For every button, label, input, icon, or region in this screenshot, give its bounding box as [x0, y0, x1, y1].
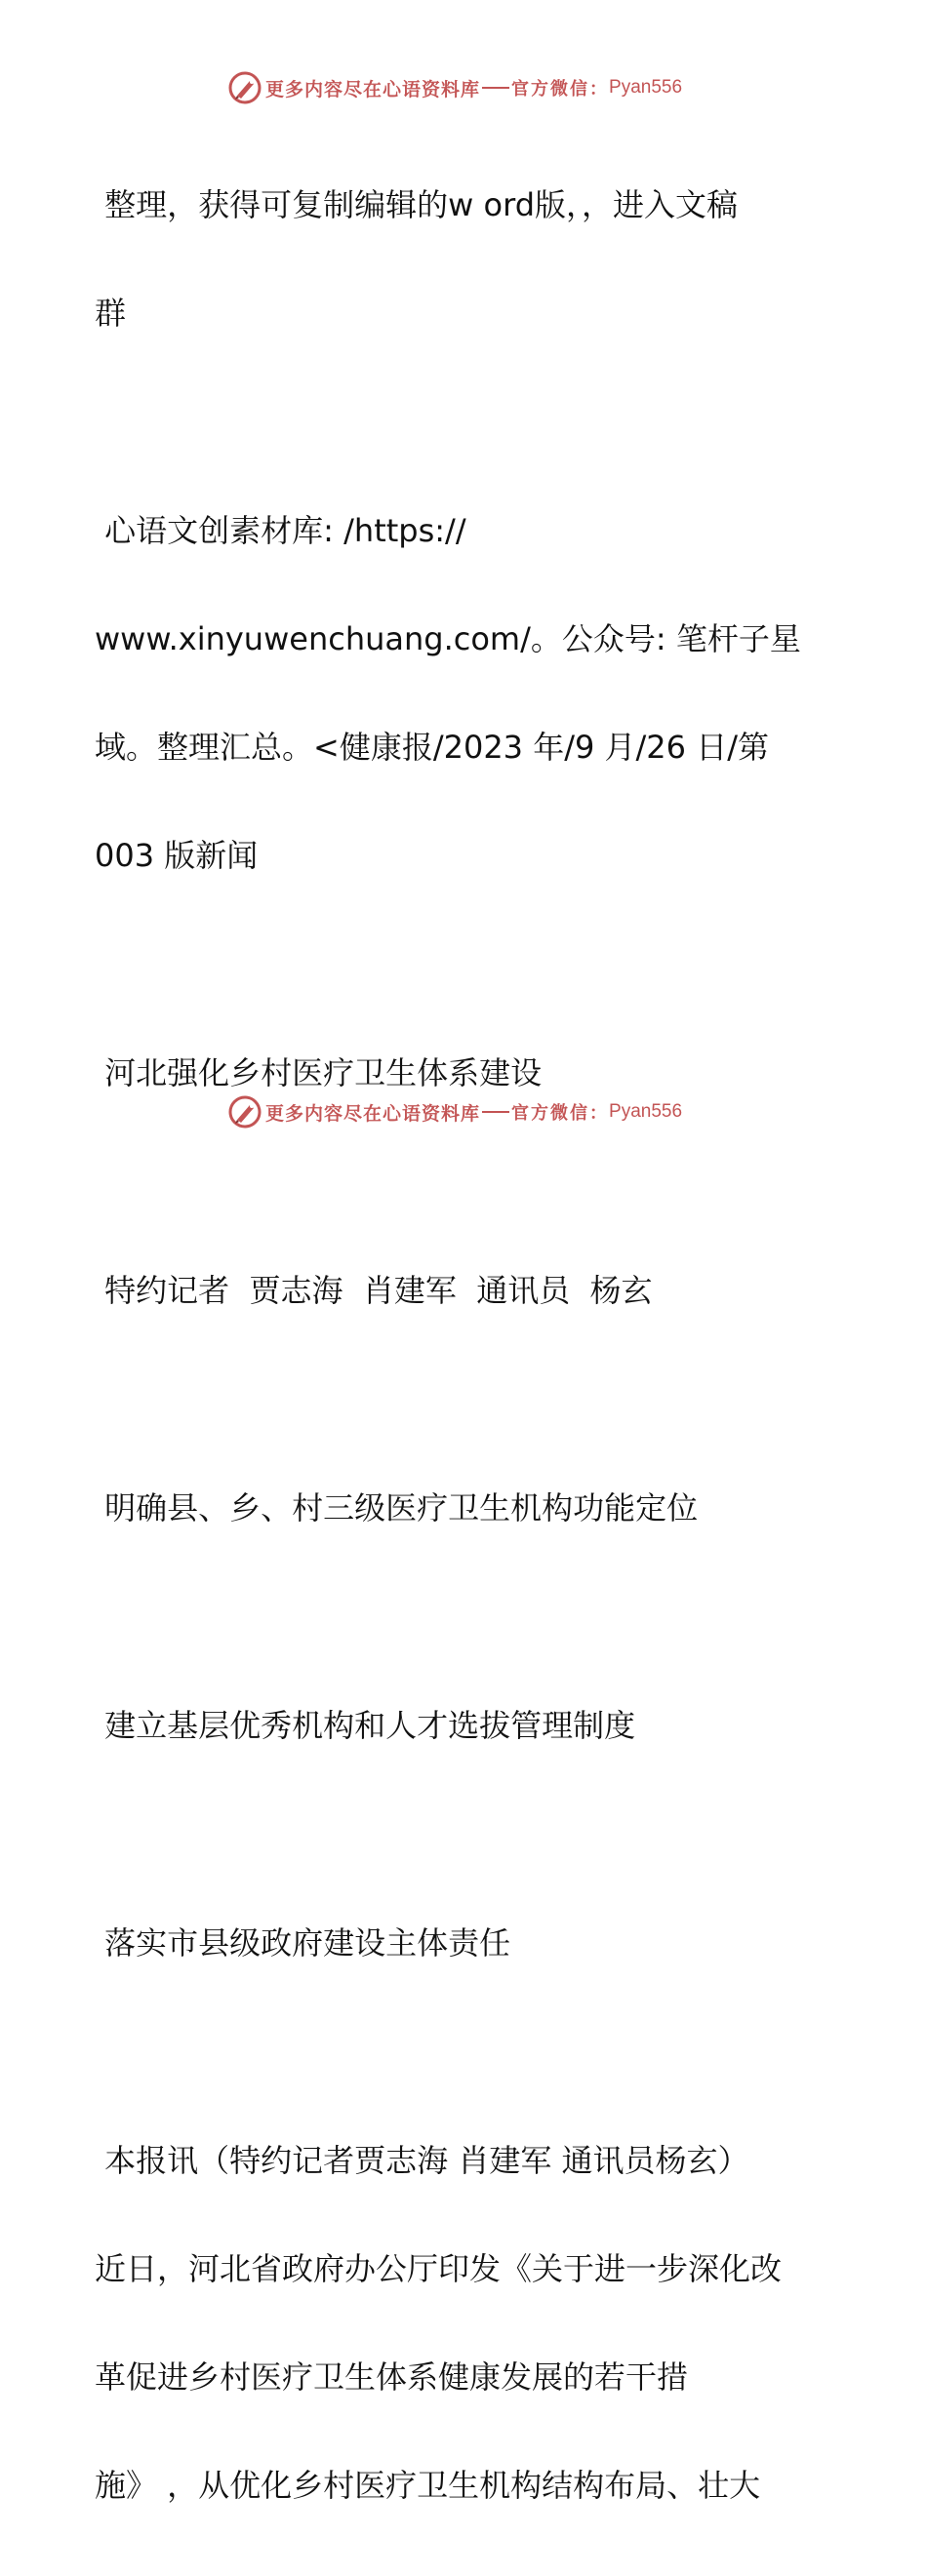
document-body [95, 115, 856, 2576]
banner-main-text: 更多内容尽在心语资料库 [265, 1102, 481, 1125]
footer-banner [228, 1093, 682, 1130]
text-line: 河北强化乡村医疗卫生体系建设 [95, 1054, 543, 1091]
text-line: 003 版新闻 [95, 837, 259, 874]
subheading-3 [95, 1853, 856, 2034]
text-line: 近日，河北省政府办公厅印发《关于进一步深化改 [95, 2250, 783, 2287]
article-byline [95, 1201, 856, 1381]
paragraph-source [95, 441, 856, 946]
banner-wechat-id: Pyan556 [609, 1101, 683, 1122]
banner-wechat-id: Pyan556 [609, 77, 683, 98]
banner-main-text: 更多内容尽在心语资料库 [265, 78, 481, 100]
text-line: 本报讯（特约记者贾志海 肖建军 通讯员杨玄） [95, 2142, 749, 2179]
text-line: 施》 ，从优化乡村医疗卫生机构结构布局、壮大 [95, 2467, 761, 2504]
text-line: 群 [95, 295, 127, 332]
banner-dash [482, 87, 509, 89]
subheading-1 [95, 1418, 856, 1599]
pen-logo-icon [228, 1095, 262, 1129]
text-line: 整理，获得可复制编辑的w ord版，，进入文稿 [95, 186, 739, 223]
text-line: 建立基层优秀机构和人才选拔管理制度 [95, 1707, 636, 1744]
text-line: 明确县、乡、村三级医疗卫生机构功能定位 [95, 1489, 699, 1526]
article-headline [95, 983, 856, 1164]
pen-logo-icon [228, 71, 262, 104]
text-line: 心语文创素材库: /https:// [95, 512, 466, 549]
header-banner [228, 69, 682, 106]
text-line: 特约记者 贾志海 肖建军 通讯员 杨玄 [95, 1272, 653, 1309]
paragraph-intro [95, 115, 856, 404]
text-line: 革促进乡村医疗卫生体系健康发展的若干措 [95, 2358, 689, 2396]
banner-dash [482, 1111, 509, 1113]
banner-sub-text: 官方微信： [511, 1103, 610, 1124]
text-line: 域。整理汇总。<健康报/2023 年/9 月/26 日/第 [95, 729, 769, 766]
banner-sub-text: 官方微信： [511, 79, 610, 99]
subheading-2 [95, 1636, 856, 1816]
text-line: 落实市县级政府建设主体责任 [95, 1924, 511, 1962]
paragraph-lead [95, 2071, 856, 2576]
text-line: www.xinyuwenchuang.com/。公众号: 笔杆子星 [95, 620, 801, 657]
